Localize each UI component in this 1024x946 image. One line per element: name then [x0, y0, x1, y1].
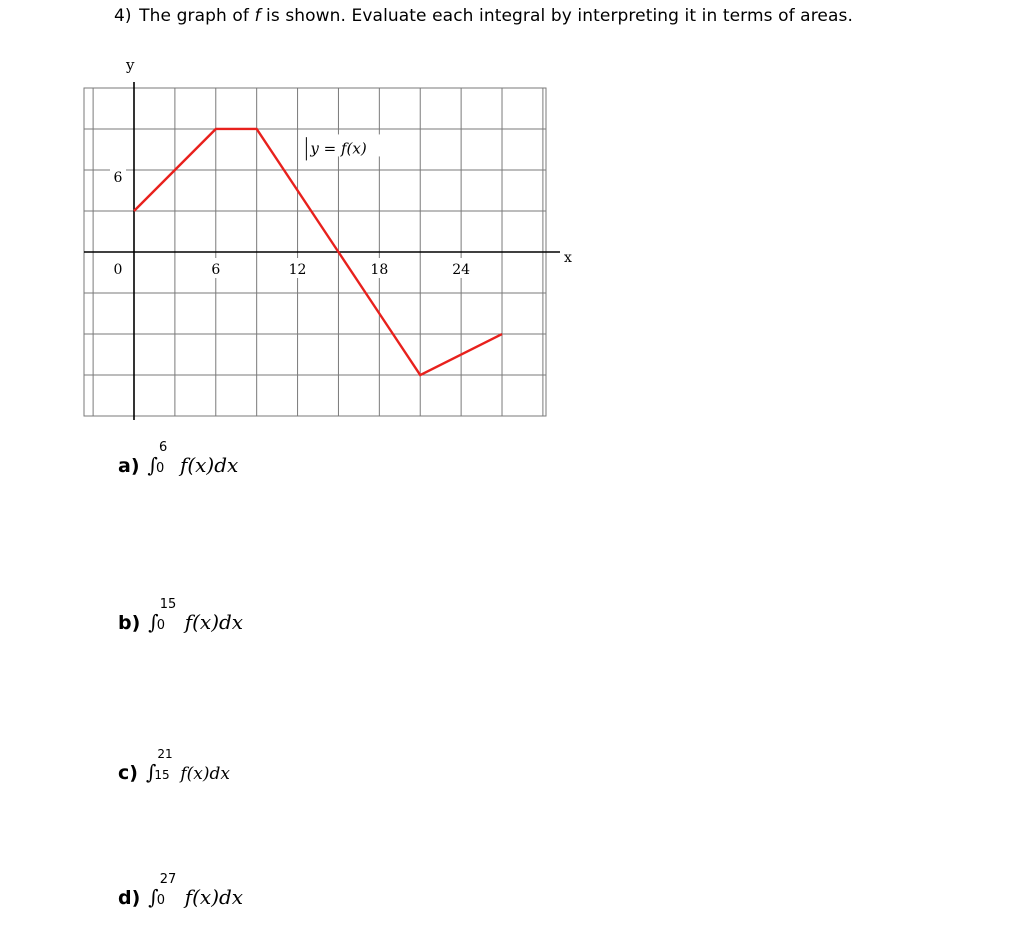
integral-limits — [154, 747, 180, 782]
axes — [84, 82, 560, 420]
part-d — [118, 872, 244, 909]
integrand: f(x)dx — [179, 453, 239, 477]
x-axis-label: x — [564, 250, 572, 266]
part-label: a) — [118, 455, 140, 477]
integrand: f(x)dx — [184, 610, 244, 634]
integral-limits — [156, 872, 185, 908]
part-label: c) — [118, 762, 138, 784]
integral-expression — [147, 440, 239, 477]
y-tick-label: 6 — [113, 169, 123, 186]
upper-limit: 27 — [159, 872, 177, 887]
integral-sign: ∫ — [147, 453, 158, 477]
part-b — [118, 597, 244, 634]
x-tick-label: 6 — [211, 262, 221, 278]
integral-sign: ∫ — [145, 760, 157, 784]
lower-limit: 15 — [154, 768, 170, 782]
lower-limit: 0 — [156, 893, 165, 908]
integral-sign: ∫ — [148, 610, 159, 634]
part-c — [118, 747, 230, 784]
question-text-after: is shown. Evaluate each integral by interpreting it in terms of areas. — [260, 6, 853, 26]
integral-limits — [155, 440, 180, 476]
integral-limits — [156, 597, 185, 633]
question-number: 4) — [114, 6, 132, 26]
part-a — [118, 440, 239, 477]
y-axis-label: y — [126, 56, 135, 74]
question-text-before: The graph of — [139, 6, 255, 26]
part-label: b) — [118, 612, 141, 634]
lower-limit: 0 — [156, 618, 165, 633]
upper-limit: 15 — [159, 597, 177, 612]
lower-limit: 0 — [155, 461, 165, 476]
upper-limit: 21 — [157, 747, 173, 761]
curve-label: y = f(x) — [310, 139, 367, 158]
x-tick-label: 18 — [370, 262, 389, 278]
x-tick-label: 24 — [452, 262, 471, 278]
integral-expression — [145, 747, 230, 784]
integral-sign: ∫ — [148, 885, 159, 909]
integrand: f(x)dx — [184, 885, 244, 909]
part-label: d) — [118, 887, 141, 909]
integral-expression — [148, 597, 244, 634]
x-tick-label: 12 — [288, 262, 307, 278]
integrand: f(x)dx — [180, 764, 230, 784]
origin-label: 0 — [113, 262, 123, 278]
integral-expression — [148, 872, 244, 909]
upper-limit: 6 — [158, 440, 168, 455]
function-symbol: f — [254, 6, 261, 26]
